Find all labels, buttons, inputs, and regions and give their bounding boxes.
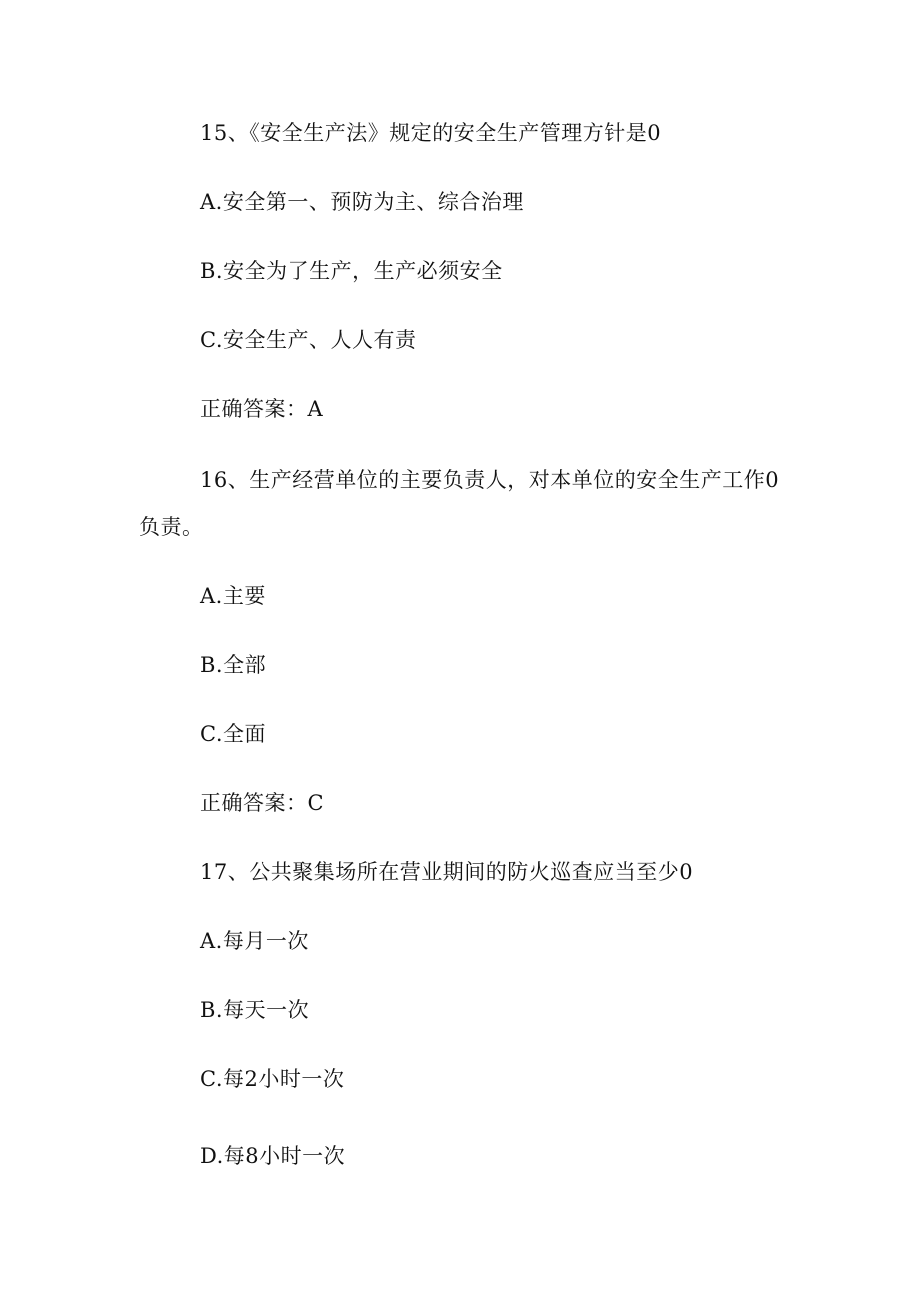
question-16-answer: 正确答案：C xyxy=(200,791,325,815)
question-17-stem: 17、公共聚集场所在营业期间的防火巡查应当至少0 xyxy=(200,860,694,884)
question-15-stem: 15、《安全生产法》规定的安全生产管理方针是0 xyxy=(200,121,662,145)
question-16-option-b: B.全部 xyxy=(200,653,267,677)
question-17-option-c: C.每2小时一次 xyxy=(200,1067,345,1091)
question-17-option-a: A.每月一次 xyxy=(200,929,309,953)
question-16-stem-line1: 16、生产经营单位的主要负责人，对本单位的安全生产工作0 xyxy=(200,468,780,492)
question-15-option-b: B.安全为了生产，生产必须安全 xyxy=(200,259,503,283)
question-15-answer: 正确答案：A xyxy=(200,397,324,421)
question-17-option-b: B.每天一次 xyxy=(200,998,310,1022)
question-17-option-d: D.每8小时一次 xyxy=(200,1144,346,1168)
question-16-option-c: C.全面 xyxy=(200,722,266,746)
question-16-stem-line2: 负责。 xyxy=(139,515,204,539)
question-15-option-a: A.安全第一、预防为主、综合治理 xyxy=(200,190,524,214)
question-15-option-c: C.安全生产、人人有责 xyxy=(200,328,417,352)
question-16-option-a: A.主要 xyxy=(200,584,266,608)
